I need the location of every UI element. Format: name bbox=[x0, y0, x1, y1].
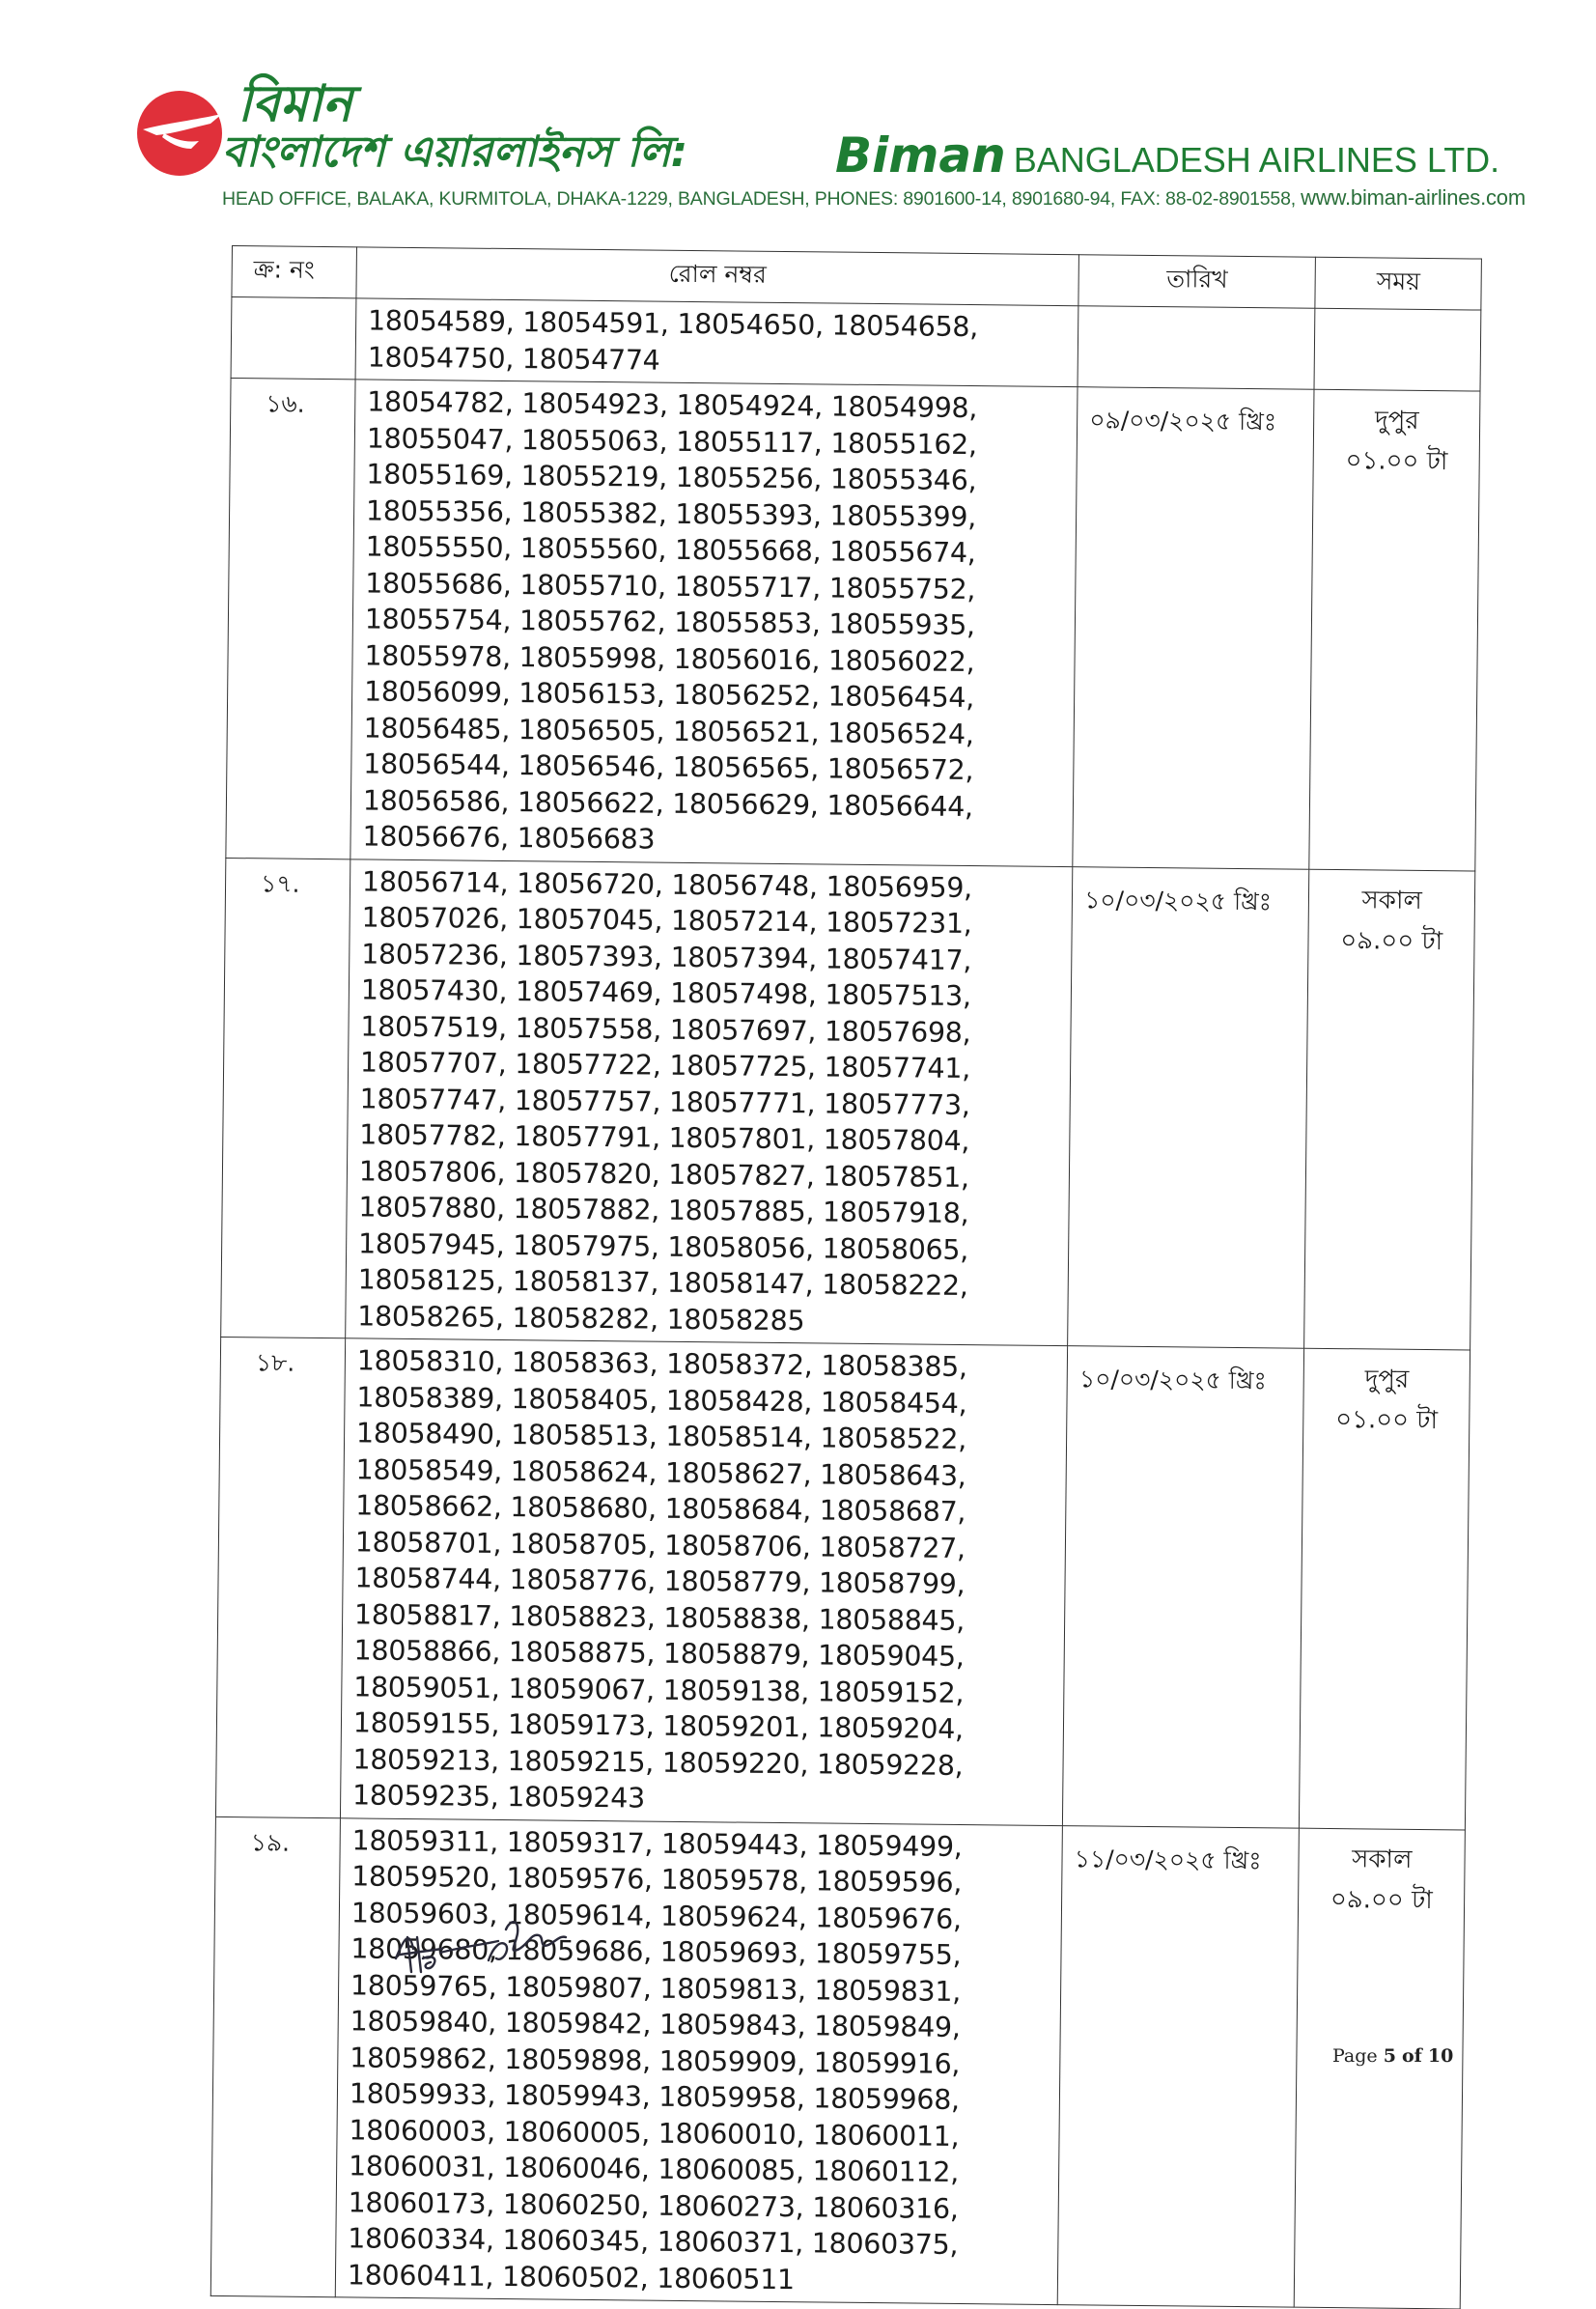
biman-logo-icon bbox=[135, 85, 228, 178]
row-time-clock: ০১.০০ টা bbox=[1334, 1405, 1439, 1436]
table-row bbox=[221, 858, 1475, 1350]
table-row bbox=[226, 378, 1480, 870]
page-of: of bbox=[1402, 2045, 1422, 2067]
row-time-period: দুপুর bbox=[1374, 406, 1419, 436]
schedule-table-container bbox=[232, 245, 1482, 2296]
row-time-period: সকাল bbox=[1352, 1844, 1413, 1874]
header-time: সময় bbox=[1315, 257, 1481, 310]
page-current: 5 bbox=[1383, 2045, 1396, 2067]
row-date: ০৯/০৩/২০২৫ খ্রিঃ bbox=[1073, 387, 1314, 869]
row-serial: ১৯. bbox=[210, 1816, 340, 2297]
brand-name-bangla-line2: বাংলাদেশ এয়ারলাইনস লি: bbox=[222, 127, 688, 177]
brand-name-bangla-line1: বিমান bbox=[238, 75, 352, 133]
row-roll-numbers: 18054782, 18054923, 18054924, 18054998, 18055047, 18055063, 18055117, 18055162, 18055169, 18055219, 18055256, 18055346, 18055356, 18055382, 18055393, 18055399, 18055550, 18055560, 18055668, 18055674, 18055686, 18055710, 18055717, 18055752, 18055754, 18055762, 18055853, 18055935, 18055978, 18055998, 18056016, 18056022, 18056099, 18056153, 18056252, 18056454, 18056485, 18056505, 18056521, 18056524, 18056544, 18056546, 18056565, 18056572, 18056586, 18056622, 18056629, 18056644, 18056676, 18056683 bbox=[350, 380, 1078, 866]
header-serial: ক্র: নং bbox=[232, 246, 356, 298]
handwritten-signature bbox=[384, 1891, 587, 1987]
header-roll-number: রোল নম্বর bbox=[356, 247, 1079, 306]
row-roll-numbers: 18054589, 18054591, 18054650, 18054658, 18054750, 18054774 bbox=[355, 298, 1078, 387]
row-time bbox=[1314, 308, 1480, 391]
brand-name-biman: Biman bbox=[835, 127, 1006, 183]
roll-schedule-table bbox=[210, 245, 1482, 2309]
row-time-period: দুপুর bbox=[1364, 1365, 1410, 1394]
row-time bbox=[1304, 869, 1475, 1350]
address-text: HEAD OFFICE, BALAKA, KURMITOLA, DHAKA-1229, BANGLADESH, PHONES: 8901600-14, 8901680-94, FAX: 88-02-8901558, bbox=[222, 188, 1296, 210]
letterhead bbox=[126, 75, 1526, 224]
row-date bbox=[1078, 306, 1315, 390]
row-date: ১১/০৩/২০২৫ খ্রিঃ bbox=[1057, 1825, 1299, 2307]
row-time bbox=[1300, 1348, 1470, 1829]
head-office-address bbox=[222, 185, 1526, 211]
brand-name-airlines: BANGLADESH AIRLINES LTD. bbox=[1013, 140, 1500, 180]
row-time bbox=[1309, 389, 1480, 870]
header-date: তারিখ bbox=[1078, 255, 1316, 309]
row-serial: ১৮. bbox=[215, 1337, 345, 1817]
row-roll-numbers: 18058310, 18058363, 18058372, 18058385, 18058389, 18058405, 18058428, 18058454, 18058490, 18058513, 18058514, 18058522, 18058549, 18058624, 18058627, 18058643, 18058662, 18058680, 18058684, 18058687, 18058701, 18058705, 18058706, 18058727, 18058744, 18058776, 18058779, 18058799, 18058817, 18058823, 18058838, 18058845, 18058866, 18058875, 18058879, 18059045, 18059051, 18059067, 18059138, 18059152, 18059155, 18059173, 18059201, 18059204, 18059213, 18059215, 18059220, 18059228, 18059235, 18059243 bbox=[340, 1338, 1067, 1825]
row-serial: ১৬. bbox=[226, 378, 355, 859]
brand-name-english bbox=[835, 129, 1499, 183]
row-serial: ১৭. bbox=[221, 858, 350, 1338]
row-date: ১০/০৩/২০২৫ খ্রিঃ bbox=[1068, 866, 1309, 1348]
website-link[interactable]: www.biman-airlines.com bbox=[1301, 185, 1526, 210]
row-time bbox=[1295, 1828, 1466, 2309]
page-label: Page bbox=[1332, 2045, 1378, 2067]
row-roll-numbers: 18056714, 18056720, 18056748, 18056959, 18057026, 18057045, 18057214, 18057231, 18057236, 18057393, 18057394, 18057417, 18057430, 18057469, 18057498, 18057513, 18057519, 18057558, 18057697, 18057698, 18057707, 18057722, 18057725, 18057741, 18057747, 18057757, 18057771, 18057773, 18057782, 18057791, 18057801, 18057804, 18057806, 18057820, 18057827, 18057851, 18057880, 18057882, 18057885, 18057918, 18057945, 18057975, 18058056, 18058065, 18058125, 18058137, 18058147, 18058222, 18058265, 18058282, 18058285 bbox=[346, 859, 1073, 1345]
row-time-clock bbox=[1320, 319, 1477, 321]
table-row bbox=[215, 1337, 1470, 1829]
row-time-clock: ০৯.০০ টা bbox=[1330, 1884, 1433, 1915]
row-time-clock: ০৯.০০ টা bbox=[1340, 925, 1443, 956]
row-time-clock: ০১.০০ টা bbox=[1345, 446, 1448, 477]
table-row bbox=[231, 297, 1481, 392]
row-roll-numbers: 18059311, 18059317, 18059443, 18059499, 18059520, 18059576, 18059578, 18059596, 18059603, 18059614, 18059624, 18059676, 18059680, 18059686, 18059693, 18059755, 18059765, 18059807, 18059813, 18059831, 18059840, 18059842, 18059843, 18059849, 18059862, 18059898, 18059909, 18059916, 18059933, 18059943, 18059958, 18059968, 18060003, 18060005, 18060010, 18060011, 18060031, 18060046, 18060085, 18060112, 18060173, 18060250, 18060273, 18060316, 18060334, 18060345, 18060371, 18060375, 18060411, 18060502, 18060511 bbox=[335, 1817, 1062, 2304]
row-serial bbox=[231, 297, 356, 380]
page-number bbox=[1332, 2045, 1453, 2067]
page-total: 10 bbox=[1427, 2045, 1454, 2067]
row-time-period: সকাল bbox=[1361, 885, 1422, 915]
row-date: ১০/০৩/২০২৫ খ্রিঃ bbox=[1063, 1346, 1304, 1828]
